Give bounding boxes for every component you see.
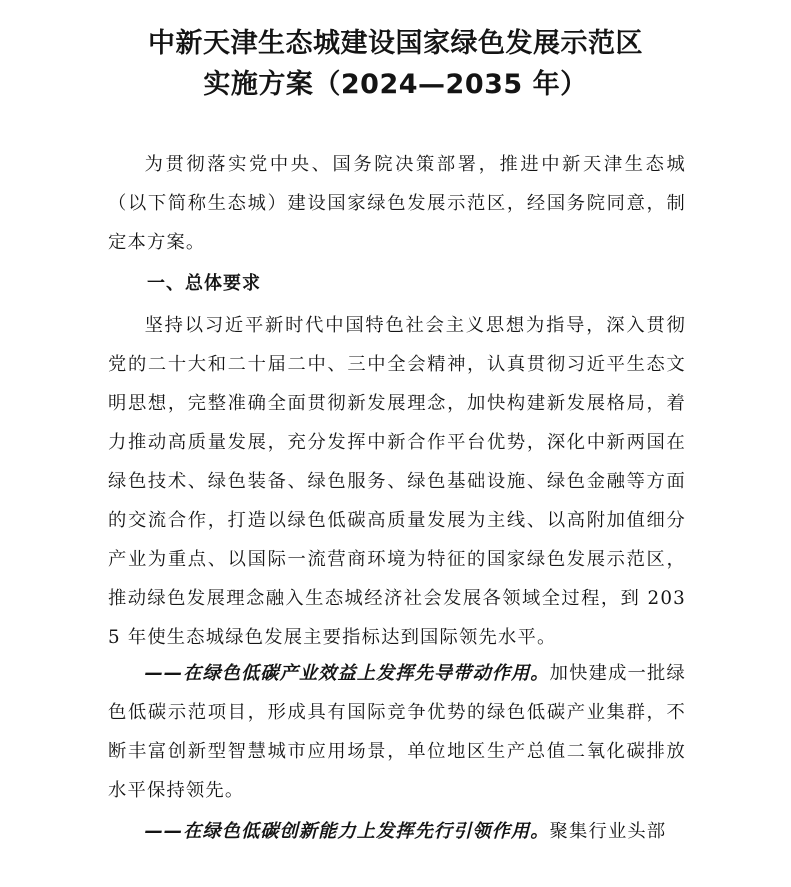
section-body-paragraph: 坚持以习近平新时代中国特色社会主义思想为指导，深入贯彻党的二十大和二十届二中、三中全会精神，认真贯彻习近平生态文明思想，完整准确全面贯彻新发展理念，加快构建新发展格局，着力推动高质量发展，充分发挥中新合作平台优势，深化中新两国在绿色技术、绿色装备、绿色服务、绿色基础设施、绿色金融等方面的交流合作，打造以绿色低碳高质量发展为主线、以高附加值细分产业为重点、以国际一流营商环境为特征的国家绿色发展示范区，推动绿色发展理念融入生态城经济社会发展各领域全过程，到 2035 年使生态城绿色发展主要指标达到国际领先水平。 <box>108 315 686 648</box>
goal-lead-industry: ——在绿色低碳产业效益上发挥先导带动作用。 <box>144 663 550 684</box>
goal-paragraph-innovation <box>108 812 686 851</box>
goal-body-innovation: 聚集行业头部 <box>549 821 667 842</box>
section-heading-general-requirements: 一、总体要求 <box>147 273 261 294</box>
document-title-line-1: 中新天津生态城建设国家绿色发展示范区 <box>148 28 643 59</box>
document-title-line-2: 实施方案（2024—2035 年） <box>203 69 588 100</box>
goal-body-industry: 加快建成一批绿色低碳示范项目，形成具有国际竞争优势的绿色低碳产业集群，不断丰富创新型智慧城市应用场景，单位地区生产总值二氧化碳排放水平保持领先。 <box>108 663 687 801</box>
goal-lead-innovation: ——在绿色低碳创新能力上发挥先行引领作用。 <box>144 821 550 842</box>
intro-paragraph: 为贯彻落实党中央、国务院决策部署，推进中新天津生态城（以下简称生态城）建设国家绿色发展示范区，经国务院同意，制定本方案。 <box>108 154 686 253</box>
goal-paragraph-industry <box>108 654 686 810</box>
